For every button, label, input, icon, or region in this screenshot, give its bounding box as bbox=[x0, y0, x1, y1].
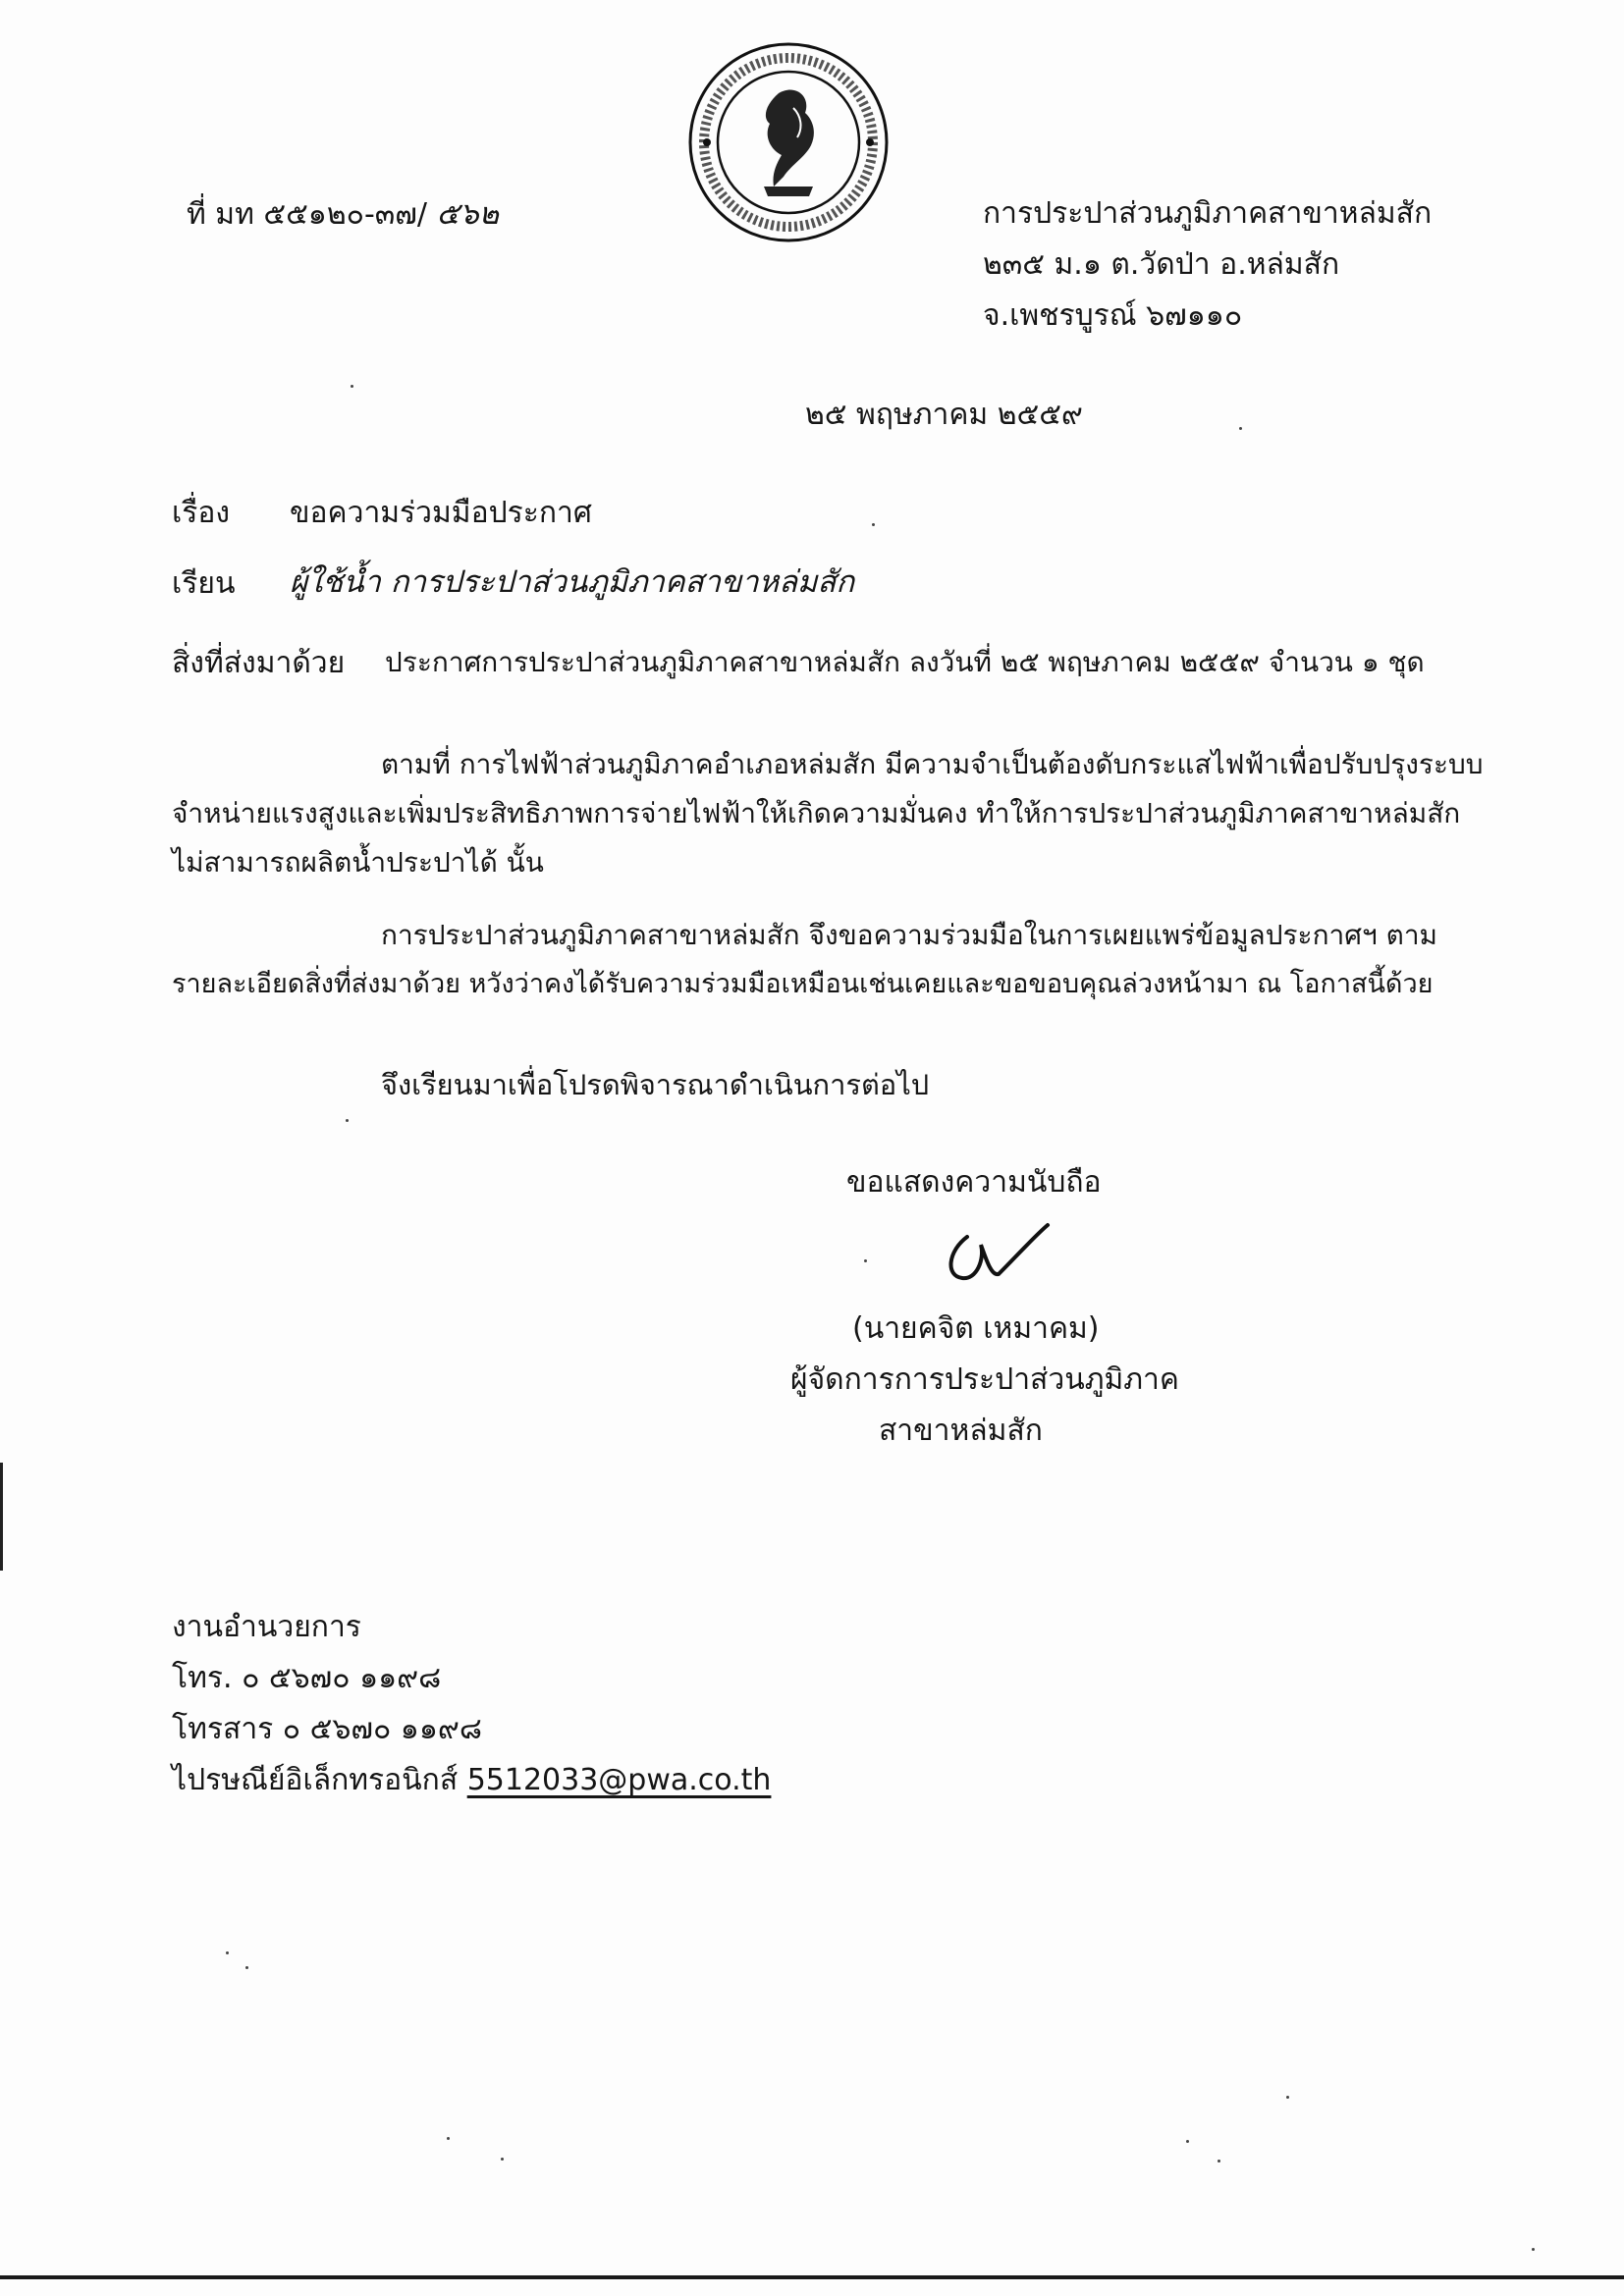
scan-speck bbox=[872, 523, 875, 526]
pwa-seal-logo bbox=[685, 39, 892, 245]
letter-date: ๒๕ พฤษภาคม ๒๕๕๙ bbox=[805, 398, 1083, 432]
paragraph-1-line-3: ไม่สามารถผลิตน้ำประปาได้ นั้น bbox=[172, 846, 544, 879]
scan-edge-bottom bbox=[0, 2275, 1624, 2279]
paragraph-3: จึงเรียนมาเพื่อโปรดพิจารณาดำเนินการต่อไป bbox=[381, 1068, 930, 1101]
sender-address-line: ๒๓๕ ม.๑ ต.วัดป่า อ.หล่มสัก bbox=[983, 247, 1340, 282]
contact-department: งานอำนวยการ bbox=[172, 1610, 361, 1644]
scan-speck bbox=[501, 2158, 504, 2161]
scan-speck bbox=[447, 2137, 450, 2140]
contact-phone: โทร. ๐ ๕๖๗๐ ๑๑๙๘ bbox=[172, 1661, 442, 1695]
scan-speck bbox=[245, 1966, 248, 1969]
signer-name: (นายคจิต เหมาคม) bbox=[852, 1311, 1100, 1346]
scan-speck bbox=[346, 1119, 349, 1122]
reference-number-printed: ที่ มท ๕๕๑๒๐-๓๗/ bbox=[187, 197, 437, 232]
scan-speck bbox=[1186, 2140, 1189, 2143]
scan-speck bbox=[226, 1951, 229, 1954]
enclosure-text: ประกาศการประปาส่วนภูมิภาคสาขาหล่มสัก ลงวันที่ ๒๕ พฤษภาคม ๒๕๕๙ จำนวน ๑ ชุด bbox=[385, 646, 1425, 678]
contact-email-label: ไปรษณีย์อิเล็กทรอนิกส์ bbox=[172, 1763, 467, 1797]
reference-number bbox=[187, 196, 499, 233]
subject-text: ขอความร่วมมือประกาศ bbox=[290, 496, 592, 530]
scan-speck bbox=[1286, 2096, 1289, 2099]
scan-speck bbox=[864, 1259, 867, 1262]
recipient-label: เรียน bbox=[172, 566, 236, 601]
scan-edge-left bbox=[0, 1463, 3, 1571]
reference-number-handwritten: ๕๖๒ bbox=[436, 196, 500, 232]
contact-email-row bbox=[172, 1763, 771, 1798]
sender-province-line: จ.เพชรบูรณ์ ๖๗๑๑๐ bbox=[983, 298, 1243, 333]
signer-title-line-1: ผู้จัดการการประปาส่วนภูมิภาค bbox=[790, 1362, 1179, 1397]
recipient-handwritten: ผู้ใช้น้ำ การประปาส่วนภูมิภาคสาขาหล่มสัก bbox=[290, 564, 855, 600]
contact-email-link[interactable]: 5512033@pwa.co.th bbox=[466, 1763, 772, 1797]
subject-label: เรื่อง bbox=[172, 496, 231, 530]
signer-title-line-2: สาขาหล่มสัก bbox=[879, 1414, 1043, 1448]
enclosure-label: สิ่งที่ส่งมาด้วย bbox=[172, 646, 346, 680]
sender-name: การประปาส่วนภูมิภาคสาขาหล่มสัก bbox=[983, 196, 1433, 231]
paragraph-2-line-1: การประปาส่วนภูมิภาคสาขาหล่มสัก จึงขอความร่วมมือในการเผยแพร่ข้อมูลประกาศฯ ตาม bbox=[381, 919, 1438, 951]
paragraph-1-line-1: ตามที่ การไฟฟ้าส่วนภูมิภาคอำเภอหล่มสัก มีความจำเป็นต้องดับกระแสไฟฟ้าเพื่อปรับปรุงระบบ bbox=[381, 748, 1484, 780]
scan-speck bbox=[351, 385, 353, 388]
scan-speck bbox=[1239, 427, 1242, 430]
scan-speck bbox=[1218, 2160, 1220, 2163]
paragraph-2-line-2: รายละเอียดสิ่งที่ส่งมาด้วย หวังว่าคงได้รับความร่วมมือเหมือนเช่นเคยและขอขอบคุณล่วงหน้ามา ณ โอกาสนี้ด้วย bbox=[172, 969, 1434, 999]
scan-speck bbox=[1532, 2248, 1535, 2251]
handwritten-signature bbox=[938, 1217, 1056, 1291]
paragraph-1-line-2: จำหน่ายแรงสูงและเพิ่มประสิทธิภาพการจ่ายไฟฟ้าให้เกิดความมั่นคง ทำให้การประปาส่วนภูมิภาคสาขาหล่มสัก bbox=[172, 797, 1461, 829]
closing-salutation: ขอแสดงความนับถือ bbox=[846, 1165, 1102, 1200]
contact-fax: โทรสาร ๐ ๕๖๗๐ ๑๑๙๘ bbox=[172, 1712, 483, 1746]
